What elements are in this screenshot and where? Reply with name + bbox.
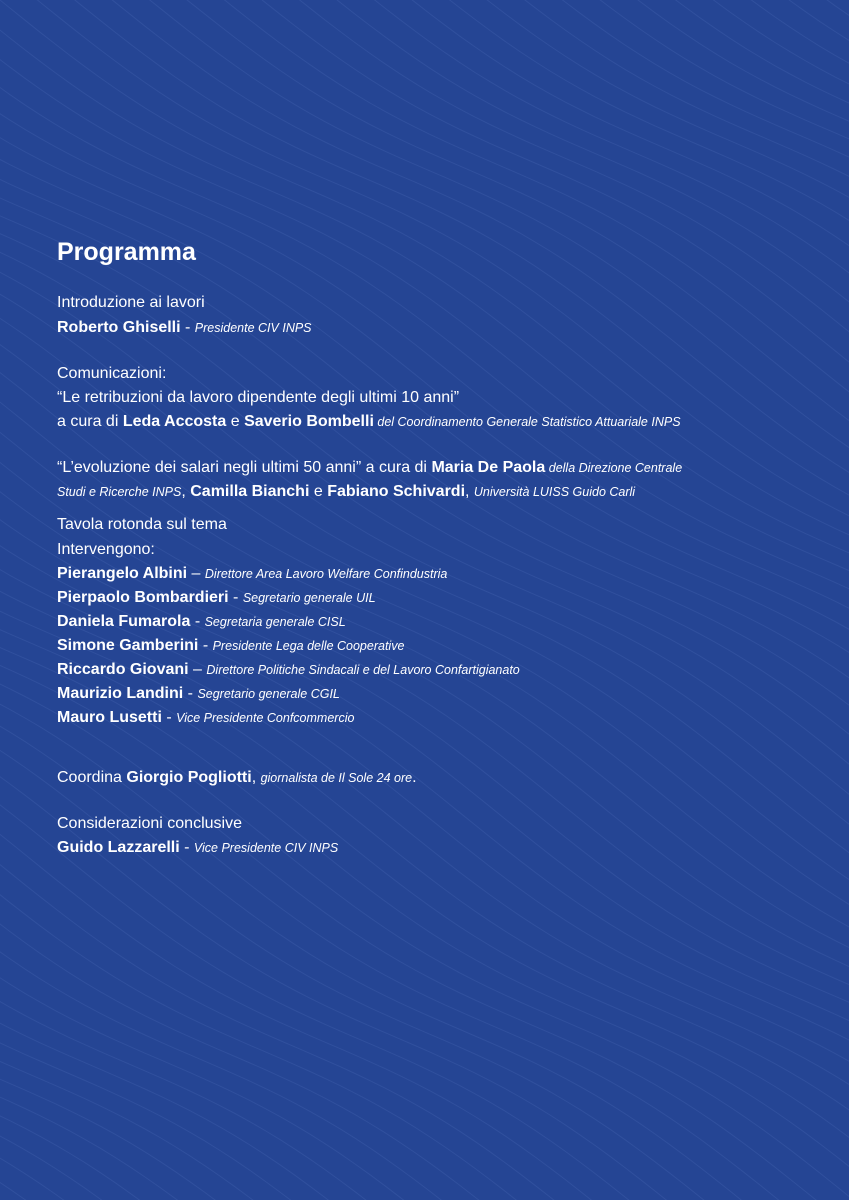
speaker-role: Presidente Lega delle Cooperative: [212, 639, 405, 653]
background-wave-line: [0, 848, 849, 1200]
speaker-name: Roberto Ghiselli: [57, 319, 181, 336]
talk1-affiliation: del Coordinamento Generale Statistico Attuariale INPS: [373, 415, 681, 429]
background-wave-line: [0, 1071, 849, 1200]
talk1-author-1: Leda Accosta: [122, 413, 227, 430]
background-wave-line: [0, 0, 849, 404]
round-speaker: [57, 708, 354, 728]
background-wave-line: [0, 1033, 849, 1200]
communications-label: Comunicazioni:: [57, 365, 167, 382]
speaker-role: Segretario generale UIL: [242, 591, 376, 605]
intro-label: Introduzione ai lavori: [57, 294, 205, 311]
talk2-title: “L’evoluzione dei salari negli ultimi 50 anni”: [57, 459, 362, 476]
separator: -: [161, 709, 177, 726]
round-table-sub: Intervengono:: [57, 541, 155, 558]
talk1-title: “Le retribuzioni da lavoro dipendente degli ultimi 10 anni”: [57, 389, 460, 406]
closing-label: Considerazioni conclusive: [57, 815, 242, 832]
speaker-name: Maurizio Landini: [57, 685, 184, 702]
talk2-author-2: Camilla Bianchi: [190, 483, 310, 500]
background-wave-line: [0, 0, 849, 92]
speaker-role: Vice Presidente CIV INPS: [193, 841, 339, 855]
background-wave-line: [0, 819, 849, 1200]
talk1-authors: [57, 412, 681, 432]
background-wave-line: [0, 532, 849, 1048]
moderator-comma: ,: [251, 769, 261, 786]
background-wave-line: [0, 0, 849, 72]
speaker-role: Direttore Politiche Sindacali e del Lavoro Confartigianato: [206, 663, 520, 677]
talk2-affiliation-1a: della Direzione Centrale: [545, 461, 683, 475]
separator: -: [228, 589, 243, 606]
background-wave-line: [0, 738, 849, 1200]
background-wave-line: [0, 0, 849, 26]
background-wave-line: [0, 879, 849, 1200]
background-wave-line: [0, 0, 849, 110]
round-speaker: [57, 660, 520, 680]
talk1-prefix: a cura di: [57, 413, 123, 430]
round-speaker: [57, 588, 376, 608]
moderator-name: Giorgio Pogliotti: [126, 769, 252, 786]
speaker-role: Direttore Area Lavoro Welfare Confindustria: [204, 567, 448, 581]
round-table-label: Tavola rotonda sul tema: [57, 516, 227, 533]
background-wave-line: [0, 0, 849, 185]
background-wave-line: [0, 1088, 849, 1200]
round-speaker: [57, 612, 346, 632]
separator: –: [187, 565, 205, 582]
page-title: Programma: [57, 238, 196, 266]
speaker-name: Riccardo Giovani: [57, 661, 189, 678]
talk2-conj: e: [309, 483, 328, 500]
speaker-name: Daniela Fumarola: [57, 613, 191, 630]
talk2-comma-2: ,: [465, 483, 474, 500]
moderator-line: [57, 768, 417, 788]
speaker-name: Simone Gamberini: [57, 637, 199, 654]
background-wave-line: [0, 0, 849, 231]
speaker-name: Pierpaolo Bombardieri: [57, 589, 229, 606]
moderator-role: giornalista de Il Sole 24 ore: [260, 771, 413, 785]
background-wave-line: [0, 909, 849, 1200]
background-wave-line: [0, 1195, 849, 1200]
background-wave-line: [0, 675, 849, 1200]
speaker-role: Segretaria generale CISL: [204, 615, 346, 629]
separator: -: [198, 637, 213, 654]
background-wave-line: [0, 0, 849, 146]
background-wave-line: [0, 1053, 849, 1200]
intro-speaker: [57, 318, 312, 338]
speaker-role: Vice Presidente Confcommercio: [176, 711, 355, 725]
talk2-author-1: Maria De Paola: [431, 459, 546, 476]
moderator-prefix: Coordina: [57, 769, 127, 786]
separator: -: [190, 613, 205, 630]
background-wave-line: [0, 1107, 849, 1200]
speaker-role: Segretario generale CGIL: [197, 687, 340, 701]
separator: -: [179, 839, 194, 856]
round-speaker: [57, 684, 340, 704]
talk2-affiliation-2: Università LUISS Guido Carli: [473, 485, 636, 499]
talk2-author-3: Fabiano Schivardi: [327, 483, 466, 500]
round-speaker: [57, 636, 404, 656]
background-wave-line: [0, 1013, 849, 1200]
round-speaker: [57, 564, 447, 584]
talk1-conj: e: [226, 413, 245, 430]
background-wave-line: [0, 0, 849, 50]
separator: -: [180, 319, 195, 336]
talk2-line-1: [57, 458, 682, 478]
talk2-comma: ,: [181, 483, 191, 500]
background-wave-line: [0, 1126, 849, 1200]
separator: -: [183, 685, 198, 702]
closing-speaker: [57, 838, 338, 858]
talk2-affiliation-1b: Studi e Ricerche INPS: [57, 485, 182, 499]
talk2-prefix: a cura di: [361, 459, 432, 476]
speaker-name: Pierangelo Albini: [57, 565, 188, 582]
separator: –: [188, 661, 207, 678]
background-wave-line: [0, 0, 849, 207]
background-wave-line: [0, 0, 849, 315]
moderator-end: .: [412, 769, 417, 786]
talk2-line-2: [57, 482, 635, 502]
background-wave-line: [0, 0, 849, 165]
speaker-name: Guido Lazzarelli: [57, 839, 180, 856]
speaker-role: Presidente CIV INPS: [194, 321, 312, 335]
background-wave-line: [0, 100, 849, 616]
speaker-name: Mauro Lusetti: [57, 709, 162, 726]
talk1-author-2: Saverio Bombelli: [244, 413, 374, 430]
background-wave-line: [0, 990, 849, 1200]
